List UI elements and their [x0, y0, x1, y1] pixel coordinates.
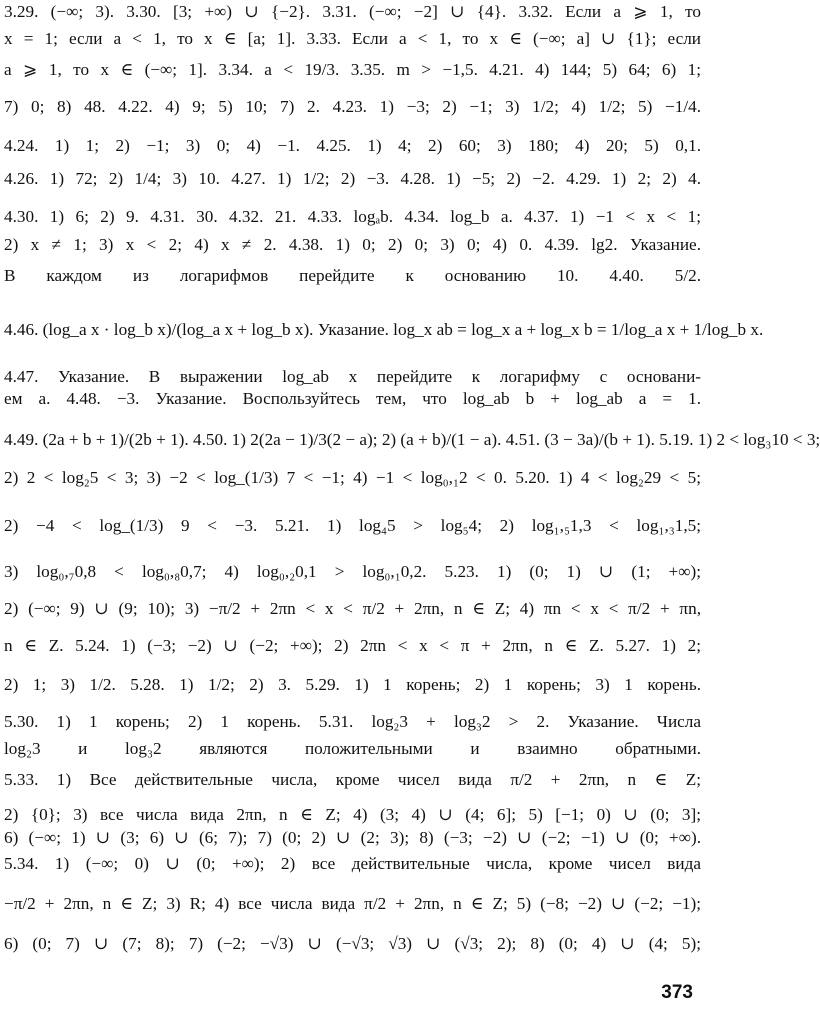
- text-line: 4.47. Указание. В выражении log_ab x перейдите к логарифму с основани-: [4, 367, 701, 386]
- text-line: 6) (−∞; 1) ∪ (3; 6) ∪ (6; 7); 7) (0; 2) ∪ (2; 3); 8) (−3; −2) ∪ (−2; −1) ∪ (0; +∞).: [4, 828, 701, 847]
- text-line: 2) 2 < log₂5 < 3; 3) −2 < log_(1/3) 7 < −1; 4) −1 < log₀,₁2 < 0. 5.20. 1) 4 < log₂29 < 5;: [4, 468, 701, 487]
- text-line: log₂3 и log₃2 являются положительными и взаимно обратными.: [4, 739, 701, 758]
- text-line: 4.24. 1) 1; 2) −1; 3) 0; 4) −1. 4.25. 1) 4; 2) 60; 3) 180; 4) 20; 5) 0,1.: [4, 136, 701, 155]
- text-line: 6) (0; 7) ∪ (7; 8); 7) (−2; −√3) ∪ (−√3; √3) ∪ (√3; 2); 8) (0; 4) ∪ (4; 5);: [4, 934, 701, 953]
- text-line: 2) x ≠ 1; 3) x < 2; 4) x ≠ 2. 4.38. 1) 0; 2) 0; 3) 0; 4) 0. 4.39. lg2. Указание.: [4, 235, 701, 254]
- text-line: ем a. 4.48. −3. Указание. Воспользуйтесь тем, что log_ab b + log_ab a = 1.: [4, 389, 701, 408]
- text-line: 5.33. 1) Все действительные числа, кроме чисел вида π/2 + 2πn, n ∈ Z;: [4, 770, 701, 789]
- text-line: x = 1; если a < 1, то x ∈ [a; 1]. 3.33. Если a < 1, то x ∈ (−∞; a] ∪ {1}; если: [4, 29, 701, 48]
- text-line: 2) 1; 3) 1/2. 5.28. 1) 1/2; 2) 3. 5.29. 1) 1 корень; 2) 1 корень; 3) 1 корень.: [4, 675, 701, 694]
- text-line: 7) 0; 8) 48. 4.22. 4) 9; 5) 10; 7) 2. 4.23. 1) −3; 2) −1; 3) 1/2; 4) 1/2; 5) −1/4.: [4, 97, 701, 116]
- text-line: −π/2 + 2πn, n ∈ Z; 3) R; 4) все числа вида π/2 + 2πn, n ∈ Z; 5) (−8; −2) ∪ (−2; −1);: [4, 894, 701, 913]
- text-line: 2) {0}; 3) все числа вида 2πn, n ∈ Z; 4) (3; 4) ∪ (4; 6]; 5) [−1; 0) ∪ (0; 3];: [4, 805, 701, 824]
- text-line: 4.49. (2a + b + 1)/(2b + 1). 4.50. 1) 2(2a − 1)/3(2 − a); 2) (a + b)/(1 − a). 4.51. (3 − 3a)/(b + 1). 5.19. 1) 2 < log₃10 < 3;: [4, 430, 820, 449]
- text-line: a ⩾ 1, то x ∈ (−∞; 1]. 3.34. a < 19/3. 3.35. m > −1,5. 4.21. 4) 144; 5) 64; 6) 1;: [4, 60, 701, 79]
- text-line: 3) log₀,₇0,8 < log₀,₈0,7; 4) log₀,₂0,1 > log₀,₁0,2. 5.23. 1) (0; 1) ∪ (1; +∞);: [4, 562, 701, 581]
- text-line: 3.29. (−∞; 3). 3.30. [3; +∞) ∪ {−2}. 3.31. (−∞; −2] ∪ {4}. 3.32. Если a ⩾ 1, то: [4, 2, 701, 21]
- text-line: 5.30. 1) 1 корень; 2) 1 корень. 5.31. log₂3 + log₃2 > 2. Указание. Числа: [4, 712, 701, 731]
- text-line: 2) (−∞; 9) ∪ (9; 10); 3) −π/2 + 2πn < x < π/2 + 2πn, n ∈ Z; 4) πn < x < π/2 + πn,: [4, 599, 701, 618]
- text-line: 4.30. 1) 6; 2) 9. 4.31. 30. 4.32. 21. 4.33. logₐb. 4.34. log_b a. 4.37. 1) −1 < x < 1;: [4, 207, 701, 226]
- page-number: 373: [661, 982, 693, 1003]
- text-line: n ∈ Z. 5.24. 1) (−3; −2) ∪ (−2; +∞); 2) 2πn < x < π + 2πn, n ∈ Z. 5.27. 1) 2;: [4, 636, 701, 655]
- text-line: 5.34. 1) (−∞; 0) ∪ (0; +∞); 2) все действительные числа, кроме чисел вида: [4, 854, 701, 873]
- text-line: В каждом из логарифмов перейдите к основанию 10. 4.40. 5/2.: [4, 266, 701, 285]
- text-line: 4.46. (log_a x · log_b x)/(log_a x + log_b x). Указание. log_x ab = log_x a + log_x b = 1/log_a x + 1/log_b x.: [4, 320, 764, 339]
- text-line: 4.26. 1) 72; 2) 1/4; 3) 10. 4.27. 1) 1/2; 2) −3. 4.28. 1) −5; 2) −2. 4.29. 1) 2; 2) 4.: [4, 169, 701, 188]
- text-line: 2) −4 < log_(1/3) 9 < −3. 5.21. 1) log₄5 > log₅4; 2) log₁,₅1,3 < log₁,₃1,5;: [4, 516, 701, 535]
